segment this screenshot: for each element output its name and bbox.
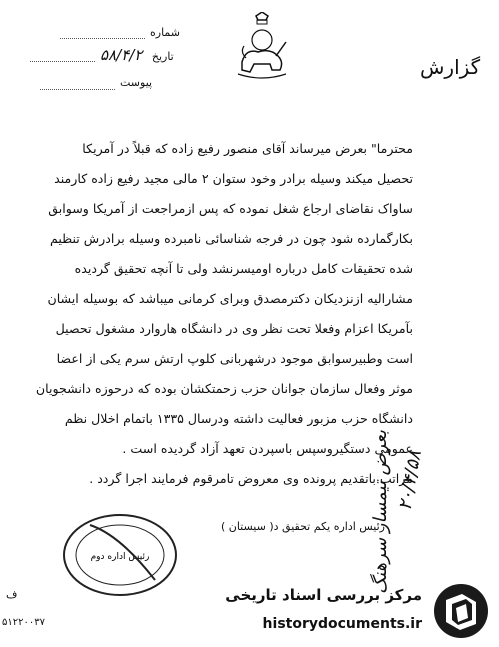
attachment-label: پیوست xyxy=(120,76,153,89)
document-title: گزارش xyxy=(420,55,481,79)
handwritten-annotation: بعرض تیمسار سرهنگ xyxy=(370,430,391,594)
body-line: موثر وفعال سازمان جوانان حزب زحمتکشان بوده که درحوزه دانشجویان xyxy=(35,381,413,396)
body-line: بکارگمارده شود چون در فرجه شناسائی نامبرده وسیله برادرش تنظیم xyxy=(49,231,413,246)
number-dots xyxy=(60,37,145,39)
number-field xyxy=(150,26,180,39)
body-line: تحصیل میکند وسیله برادر وخود ستوان ۲ مالی مجید رفیع زاده کارمند xyxy=(54,171,413,186)
watermark-logo xyxy=(225,578,498,644)
date-dots xyxy=(30,60,95,62)
document-body xyxy=(10,134,413,494)
attachment-dots xyxy=(40,88,115,90)
date-field xyxy=(100,46,174,64)
body-line: بآمریکا اعزام وفعلا تحت نظر وی در دانشگاه هاروارد مشغول تحصیل xyxy=(55,321,413,336)
lion-and-sun-emblem-icon xyxy=(232,12,292,82)
logo-title: مرکز بررسی اسناد تاریخی xyxy=(225,586,422,604)
date-label: تاریخ xyxy=(151,50,174,63)
body-line: ساواک نقاضای ارجاع شغل نموده که پس ازمراجعت از آمریکا وسوابق xyxy=(48,201,413,216)
stamp-text: رئیس اداره دوم xyxy=(90,552,150,562)
handwritten-date: ۲۰/۴/۵۸ xyxy=(394,448,426,513)
attachment-field xyxy=(120,76,152,89)
signoff-line: رئیس اداره یکم تحقیق د( سیستان ) xyxy=(220,520,385,533)
body-line: دانشگاه حزب مزبور فعالیت داشته ودرسال ۱۳۳۵ باتمام اخلال نظم xyxy=(64,411,413,426)
logo-url: historydocuments.ir xyxy=(262,616,422,632)
body-line: محترما" بعرض میرساند آقای منصور رفیع زاده که قبلاً در آمریکا xyxy=(82,141,413,156)
body-line: مشارالیه ازنزدیکان دکترمصدق وبرای کرمانی میباشد که بوسیله ایشان xyxy=(47,291,413,306)
bottom-code: ۵۱۲۲۰۰۳۷ xyxy=(2,617,45,628)
body-line: شده تحقیقات کامل درباره اومیسرنشد ولی تا آنچه تحقیق گردیده xyxy=(74,261,413,276)
body-line: مراتب باتقدیم پرونده وی معروض تامرقوم فرمایند اجرا گردد . xyxy=(89,471,413,486)
number-label: شماره xyxy=(150,26,181,39)
body-line: است وطبیرسوابق موجود درشهربانی کلوپ ارتش سرم یکی از اعضا xyxy=(56,351,413,366)
date-value: ۵۸/۴/۲ xyxy=(100,46,143,64)
archive-logo-icon xyxy=(432,582,490,640)
body-line: عمومی دستگیروسپس باسپردن تعهد آزاد گردیده است . xyxy=(122,441,413,456)
margin-letter: ف xyxy=(6,588,18,601)
official-stamp xyxy=(60,505,180,600)
